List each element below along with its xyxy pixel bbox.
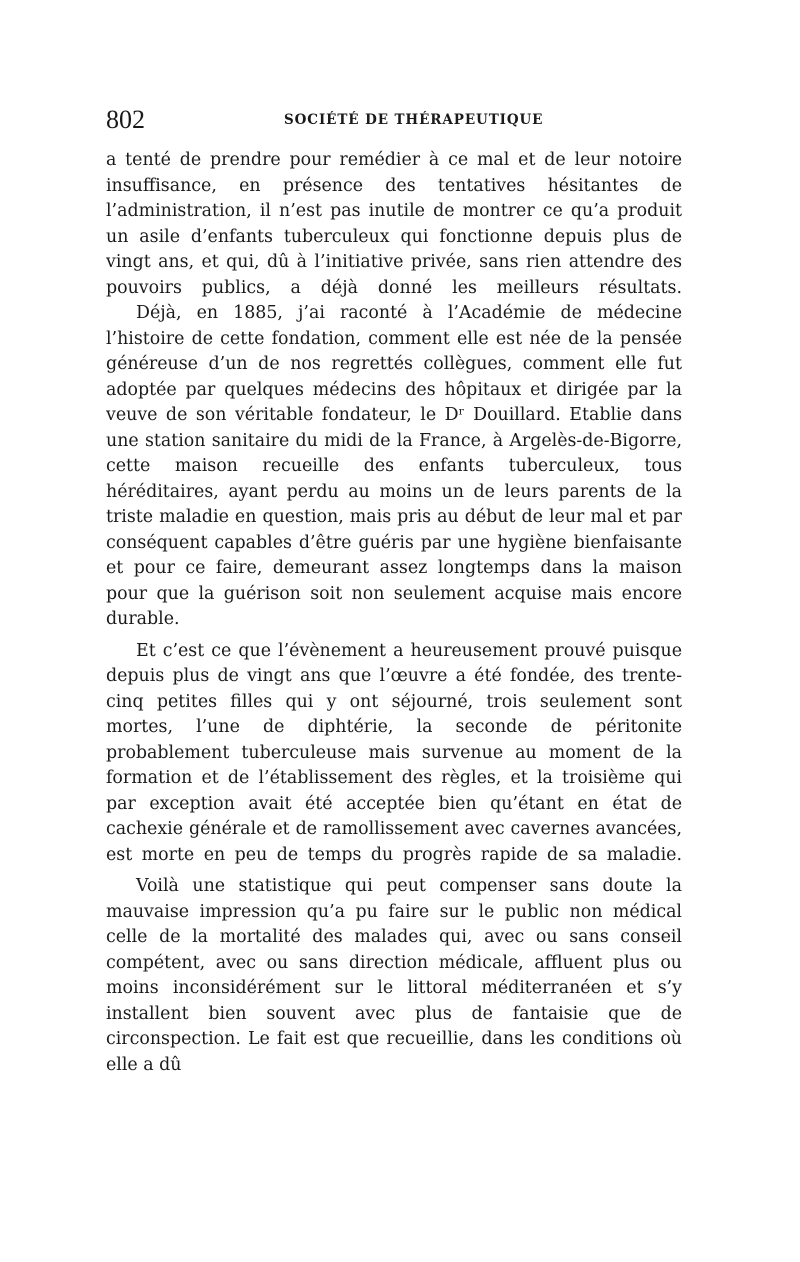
body-text (106, 148, 682, 1078)
paragraph-continuation: a tenté de prendre pour remédier à ce mal et de leur notoire insuffisance, en présence des tentatives hésitantes de l’administration, il n’est pas inutile de montrer ce qu’a produit un asile d’enfants tuberculeux qui fonctionne depuis plus de vingt ans, et qui, dû à l’initiative privée, sans rien attendre des pouvoirs publics, a déjà donné les meilleurs résultats. (106, 150, 682, 298)
running-title: SOCIÉTÉ DE THÉRAPEUTIQUE (284, 112, 544, 128)
paragraph-foundation-history: Déjà, en 1885, j’ai raconté à l’Académie de médecine l’histoire de cette fondation, comment elle est née de la pensée généreuse d’un de nos regrettés collègues, comment elle fut adoptée par quelques médecins des hôpitaux et dirigée par la veuve de son véritable fondateur, le Dʳ Douillard. Etablie dans une station sanitaire du midi de la France, à Argelès-de-Bigorre, cette maison recueille des enfants tuberculeux, tous héréditaires, ayant perdu au moins un de leurs parents de la triste maladie en question, mais pris au début de leur mal et par conséquent capables d’être guéris par une hygiène bienfaisante et pour ce faire, demeurant assez longtemps dans la maison pour que la guérison soit non seulement acquise mais encore durable. (106, 303, 682, 629)
page-header (106, 105, 682, 139)
paragraph-comparison: Voilà une statistique qui peut compenser sans doute la mauvaise impression qu’a pu faire sur le public non médical celle de la mortalité des malades qui, avec ou sans conseil compétent, avec ou sans direction médicale, affluent plus ou moins inconsidérément sur le littoral méditerranéen et s’y installent bien souvent avec plus de fantaisie que de circonspection. Le fait est que recueillie, dans les conditions où elle a dû (106, 876, 682, 1075)
page-number: 802 (106, 105, 145, 134)
paragraph-outcome-statistics: Et c’est ce que l’évènement a heureusement prouvé puisque depuis plus de vingt ans que l’œuvre a été fondée, des trente-cinq petites filles qui y ont séjourné, trois seulement sont mortes, l’une de diphtérie, la seconde de péritonite probablement tuberculeuse mais survenue au moment de la formation et de l’établissement des règles, et la troisième qui par exception avait été acceptée bien qu’étant en état de cachexie générale et de ramollissement avec cavernes avancées, est morte en peu de temps du progrès rapide de sa maladie. (106, 640, 682, 865)
book-page (106, 105, 682, 1078)
